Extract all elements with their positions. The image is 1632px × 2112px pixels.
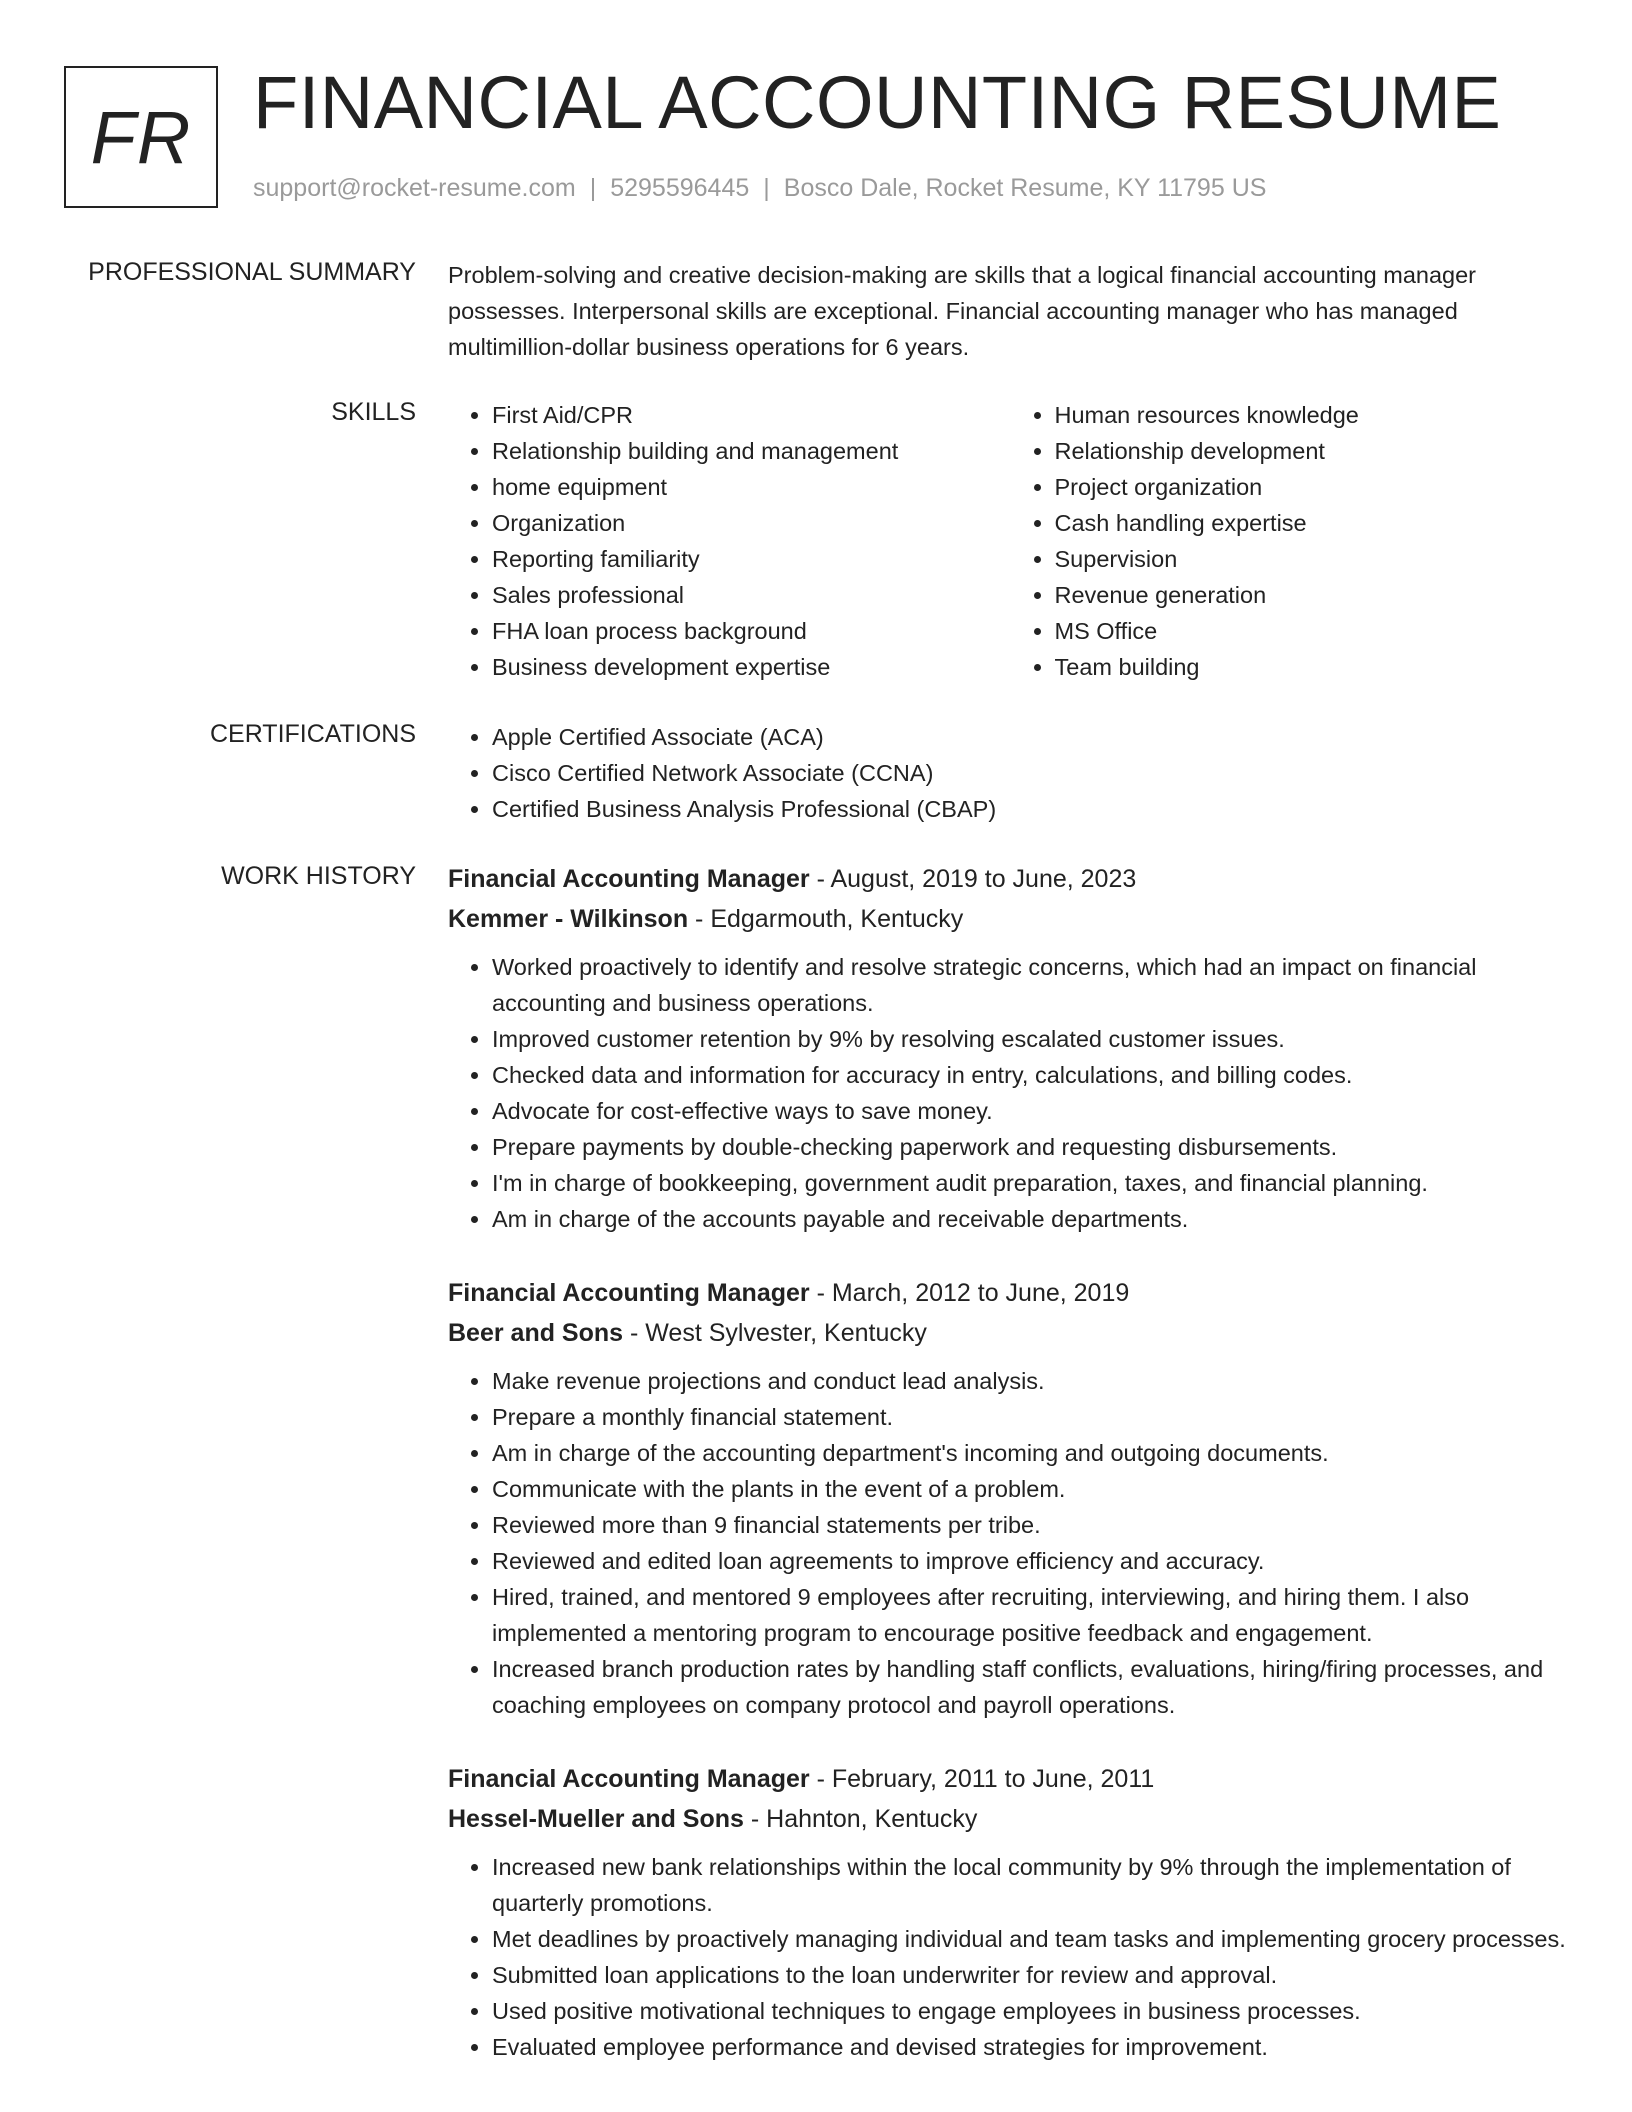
job-bullet: • Increased branch production rates by handling staff conflicts, evaluations, hiring/firing processes, and coaching employees on company protocol and payroll operations. <box>492 1651 1573 1723</box>
job-title: Financial Accounting Manager <box>448 1279 810 1307</box>
contact-separator: | <box>589 174 597 202</box>
job-title-line <box>448 1759 1573 1799</box>
monogram-badge <box>64 66 218 208</box>
job-company: Kemmer - Wilkinson <box>448 905 689 933</box>
certification-item: • Cisco Certified Network Associate (CCNA) <box>492 755 1573 791</box>
contact-line <box>253 174 1266 203</box>
job-bullet: • I'm in charge of bookkeeping, government audit preparation, taxes, and financial planning. <box>492 1165 1573 1201</box>
skill-item: • Revenue generation <box>1055 577 1574 613</box>
skills-columns <box>448 397 1573 685</box>
job-bullets <box>448 1849 1573 2065</box>
skill-item: • Cash handling expertise <box>1055 505 1574 541</box>
section-heading-skills: SKILLS <box>331 398 416 426</box>
certification-item: • Apple Certified Associate (ACA) <box>492 719 1573 755</box>
contact-email: support@rocket-resume.com <box>253 174 576 202</box>
skill-item: • Business development expertise <box>492 649 1011 685</box>
section-heading-summary: PROFESSIONAL SUMMARY <box>88 258 416 286</box>
contact-address: Bosco Dale, Rocket Resume, KY 11795 US <box>783 174 1267 202</box>
contact-phone: 5295596445 <box>610 174 750 202</box>
skill-item: • Relationship building and management <box>492 433 1011 469</box>
skill-item: • Human resources knowledge <box>1055 397 1574 433</box>
skill-item: • Team building <box>1055 649 1574 685</box>
job-bullet: • Improved customer retention by 9% by resolving escalated customer issues. <box>492 1021 1573 1057</box>
job-bullet: • Communicate with the plants in the event of a problem. <box>492 1471 1573 1507</box>
job-entry <box>448 859 1573 1237</box>
job-entry <box>448 1759 1573 2065</box>
work-history-body <box>448 859 1573 2101</box>
skill-item: • FHA loan process background <box>492 613 1011 649</box>
skills-list-left <box>448 397 1011 685</box>
job-location: - West Sylvester, Kentucky <box>623 1319 927 1347</box>
job-bullet: • Reviewed more than 9 financial statements per tribe. <box>492 1507 1573 1543</box>
skill-item: • home equipment <box>492 469 1011 505</box>
job-title-line <box>448 859 1573 899</box>
job-bullet: • Submitted loan applications to the loan underwriter for review and approval. <box>492 1957 1573 1993</box>
job-org-line <box>448 1313 1573 1353</box>
skill-item: • Relationship development <box>1055 433 1574 469</box>
contact-separator: | <box>763 174 770 202</box>
job-title: Financial Accounting Manager <box>448 1765 810 1793</box>
job-bullet: • Reviewed and edited loan agreements to improve efficiency and accuracy. <box>492 1543 1573 1579</box>
job-title-line <box>448 1273 1573 1313</box>
certifications-body <box>448 719 1573 827</box>
skill-item: • Supervision <box>1055 541 1574 577</box>
section-heading-work-history: WORK HISTORY <box>221 862 416 890</box>
section-heading-certifications: CERTIFICATIONS <box>209 720 416 748</box>
skill-item: • MS Office <box>1055 613 1574 649</box>
skills-list-right <box>1011 397 1574 685</box>
skill-item: • Organization <box>492 505 1011 541</box>
job-location: - Hahnton, Kentucky <box>743 1805 978 1833</box>
job-company: Beer and Sons <box>448 1319 624 1347</box>
job-bullet: • Prepare payments by double-checking paperwork and requesting disbursements. <box>492 1129 1573 1165</box>
job-bullet: • Am in charge of the accounting department's incoming and outgoing documents. <box>492 1435 1573 1471</box>
certification-item: • Certified Business Analysis Professional (CBAP) <box>492 791 1573 827</box>
job-entry <box>448 1273 1573 1723</box>
skill-item: • Reporting familiarity <box>492 541 1011 577</box>
job-org-line <box>448 1799 1573 1839</box>
resume-title: FINANCIAL ACCOUNTING RESUME <box>253 61 1502 144</box>
job-bullets <box>448 1363 1573 1723</box>
job-bullet: • Prepare a monthly financial statement. <box>492 1399 1573 1435</box>
job-bullet: • Hired, trained, and mentored 9 employees after recruiting, interviewing, and hiring them. I also implemented a mentoring program to encourage positive feedback and engagement. <box>492 1579 1573 1651</box>
certifications-list <box>448 719 1573 827</box>
job-bullet: • Used positive motivational techniques to engage employees in business processes. <box>492 1993 1573 2029</box>
job-bullets <box>448 949 1573 1237</box>
job-dates: - February, 2011 to June, 2011 <box>809 1765 1155 1793</box>
job-company: Hessel-Mueller and Sons <box>448 1805 744 1833</box>
job-bullet: • Advocate for cost-effective ways to save money. <box>492 1093 1573 1129</box>
job-bullet: • Am in charge of the accounts payable and receivable departments. <box>492 1201 1573 1237</box>
skill-item: • Project organization <box>1055 469 1574 505</box>
skill-item: • Sales professional <box>492 577 1011 613</box>
job-bullet: • Increased new bank relationships within the local community by 9% through the implementation of quarterly promotions. <box>492 1849 1573 1921</box>
job-bullet: • Met deadlines by proactively managing individual and team tasks and implementing grocery processes. <box>492 1921 1573 1957</box>
monogram-initials: FR <box>90 95 192 179</box>
job-org-line <box>448 899 1573 939</box>
summary-text: Problem-solving and creative decision-making are skills that a logical financial accounting manager possesses. Interpersonal skills are exceptional. Financial accounting manager who has managed multimillion-dollar business operations for 6 years. <box>448 262 1476 360</box>
job-location: - Edgarmouth, Kentucky <box>688 905 964 933</box>
job-bullet: • Evaluated employee performance and devised strategies for improvement. <box>492 2029 1573 2065</box>
job-bullet: • Make revenue projections and conduct lead analysis. <box>492 1363 1573 1399</box>
job-title: Financial Accounting Manager <box>448 865 810 893</box>
skill-item: • First Aid/CPR <box>492 397 1011 433</box>
job-bullet: • Worked proactively to identify and resolve strategic concerns, which had an impact on financial accounting and business operations. <box>492 949 1573 1021</box>
job-dates: - March, 2012 to June, 2019 <box>809 1279 1130 1307</box>
job-bullet: • Checked data and information for accuracy in entry, calculations, and billing codes. <box>492 1057 1573 1093</box>
job-dates: - August, 2019 to June, 2023 <box>809 865 1137 893</box>
